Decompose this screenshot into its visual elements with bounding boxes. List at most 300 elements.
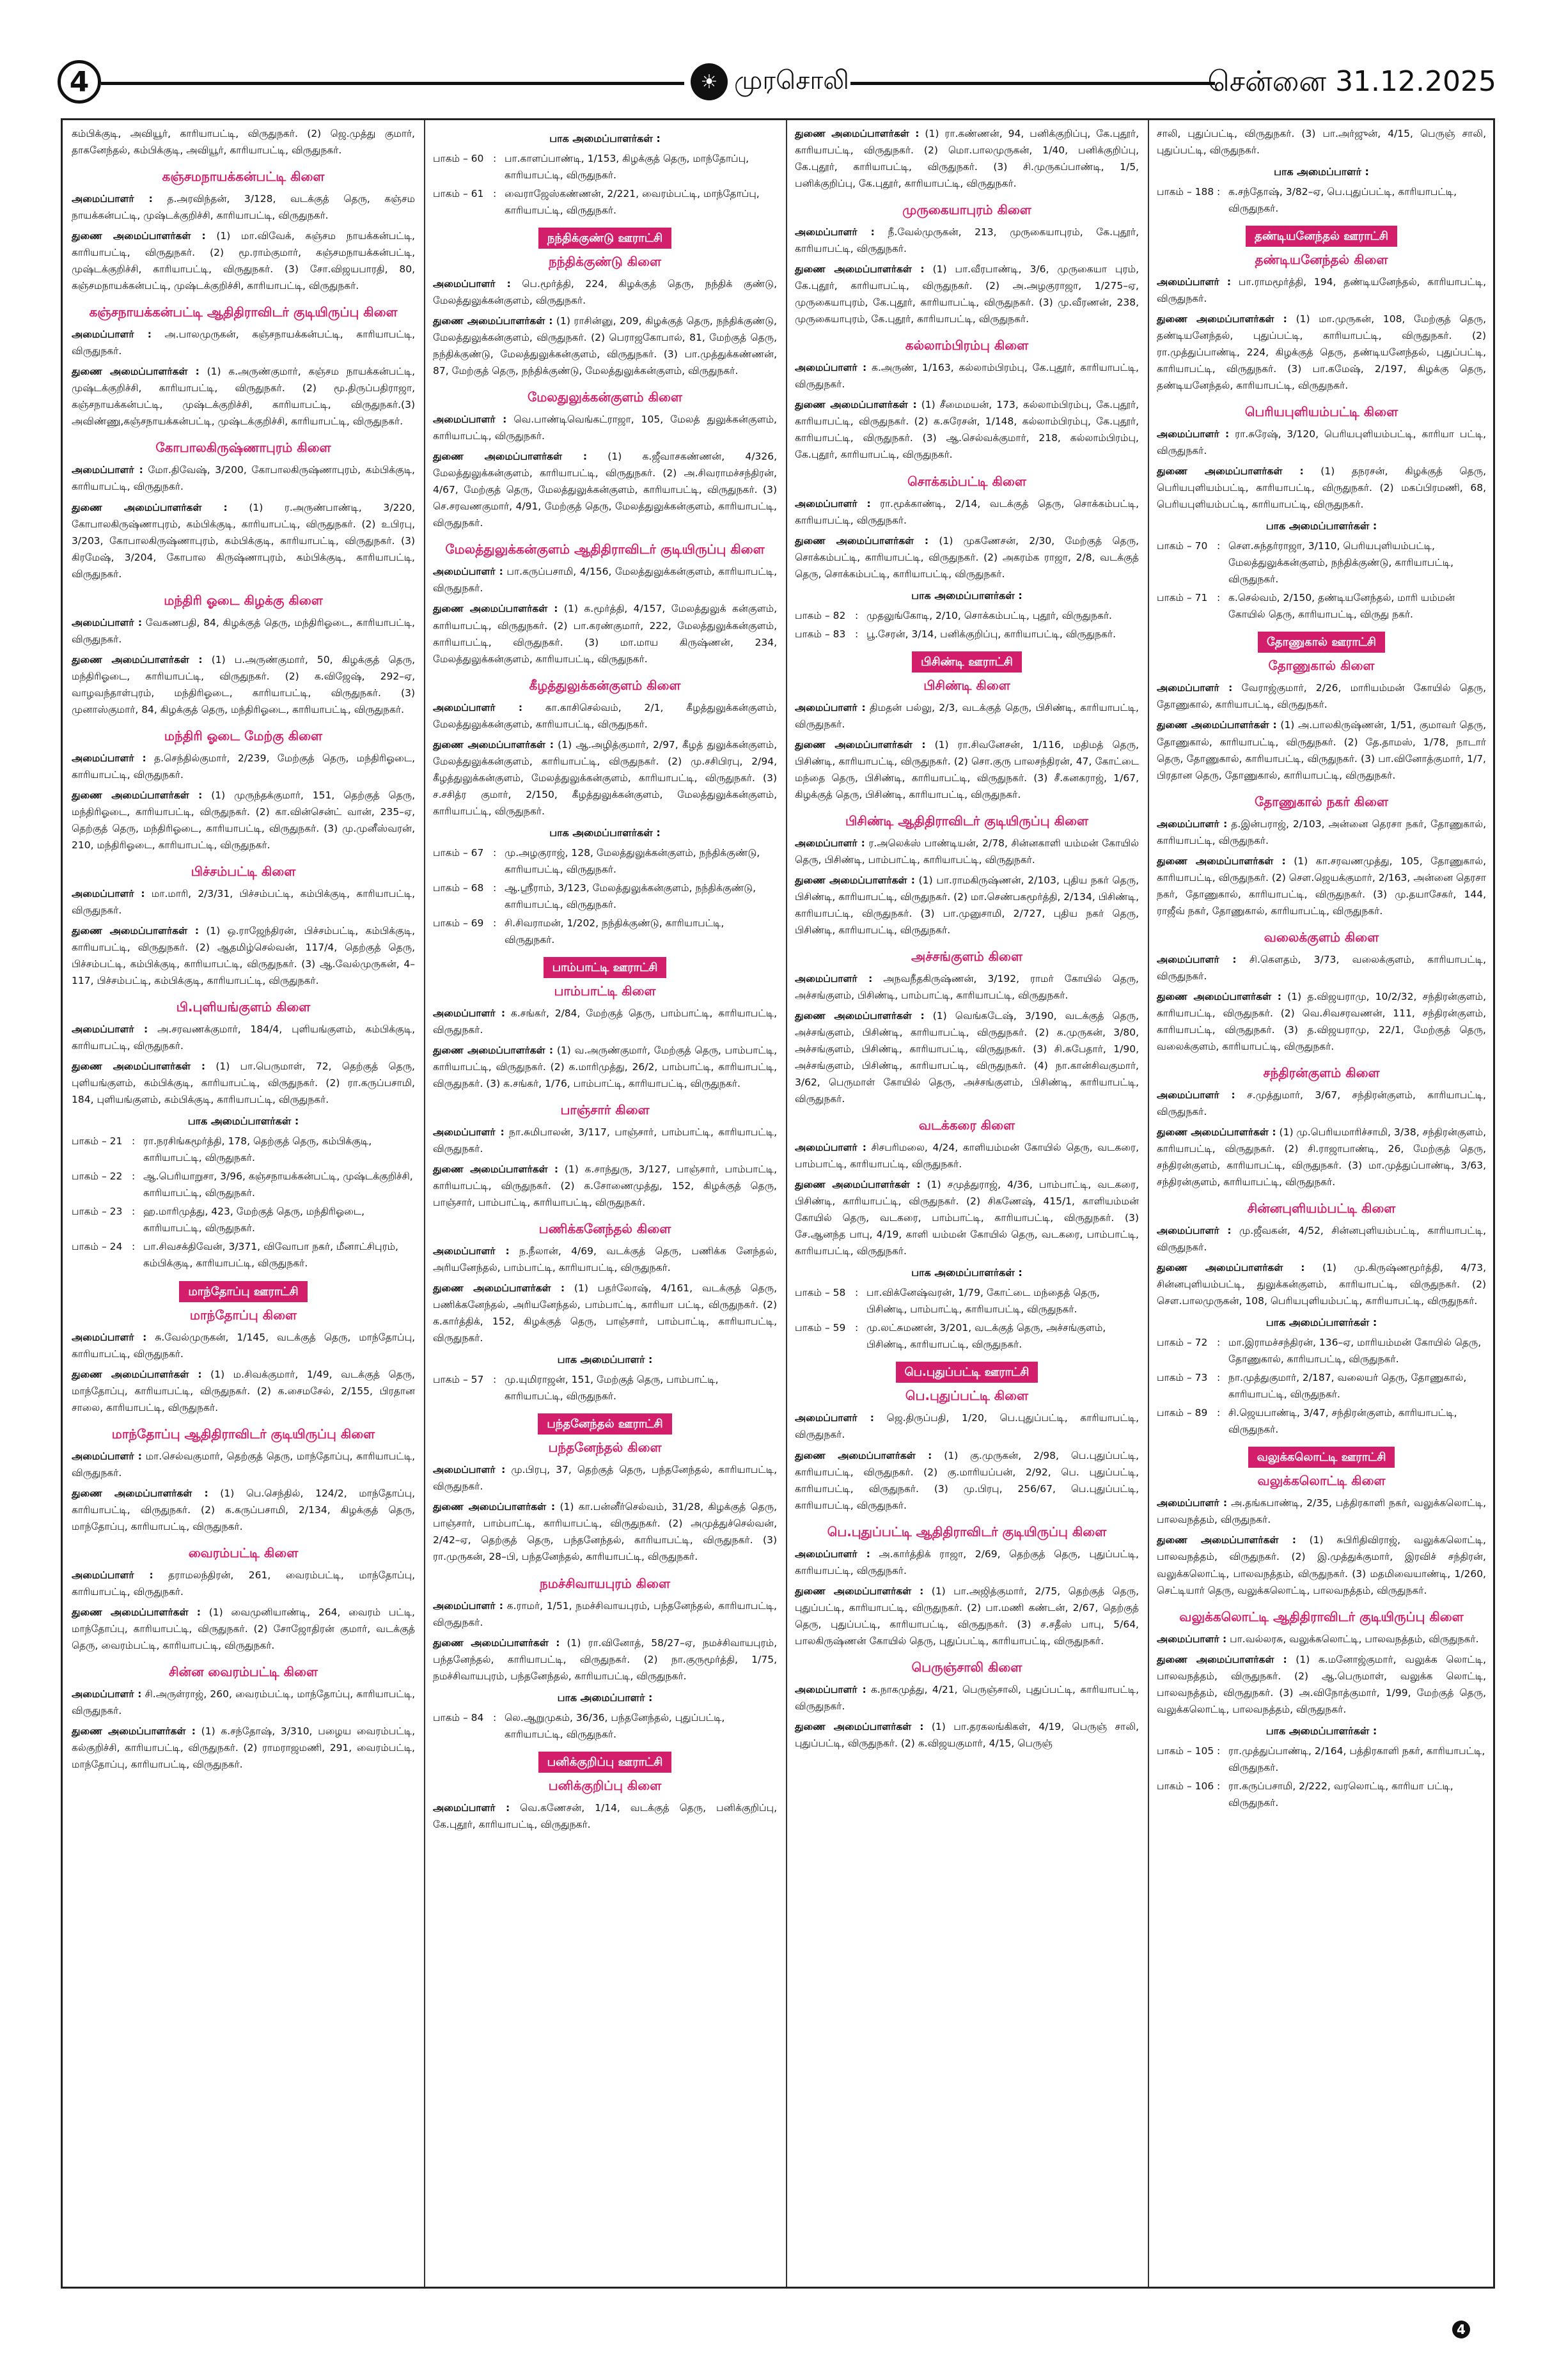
booth-row: [433, 844, 777, 878]
branch-heading: பிச்சம்பட்டி கிளை: [191, 864, 296, 880]
booth-holder: க.செல்வம், 2/150, தண்டியனேந்தல், மாரி யம்மன் கோயில் தெரு, காரியாபட்டி, விருது நகர்.: [1228, 592, 1455, 621]
entry-paragraph: [433, 1800, 777, 1833]
entry-paragraph: [795, 736, 1139, 803]
branch-heading: பெருஞ்சாலி கிளை: [911, 1659, 1022, 1675]
booth-row: [72, 1133, 415, 1166]
booth-row: [1157, 538, 1486, 587]
role-label: அமைப்பாளர் :: [72, 752, 146, 764]
entry-text: ரா.மூக்காண்டி, 2/14, வடக்குத் தெரு, சொக்கம்பட்டி, காரியாபட்டி, விருதுநகர்.: [795, 497, 1139, 526]
entry-text: அ.சரவணக்குமார், 184/4, புளியங்குளம், கம்பிக்குடி, காரியாபட்டி, விருதுநகர்.: [72, 1023, 415, 1052]
branch-heading: பாம்பாட்டி கிளை: [554, 983, 656, 999]
separator: :: [855, 1322, 859, 1334]
entry-paragraph: [433, 1635, 777, 1684]
entry-paragraph: [795, 1718, 1139, 1752]
booth-number: பாகம் – 23: [72, 1206, 123, 1218]
role-label: துணை அமைப்பாளர்கள் :: [433, 451, 588, 463]
entry-text: (1) மு.கிருஷ்ணமூர்த்தி, 4/73, சின்னபுளியம்பட்டி, துலுக்கன்குளம், காரியாபட்டி, விருதுநகர். (2) சௌ.பாலமுருகன், 108, பெரியபுளியம்பட்டி, காரியாபட்டி, விருதுநகர்.: [1157, 1262, 1486, 1307]
booth-row: [795, 607, 1139, 624]
entry-text: (1) பதர்லோஷ், 4/161, வடக்குத் தெரு, பணிக்கனேந்தல், அரியனேந்தல், பாம்பாட்டி, காரியா பட்டி, விருதுநகர். (2) க.கார்த்திக், 152, கிழக்குத் தெரு, பாஞ்சார், பாம்பாட்டி, காரியாபட்டி, விருதுநகர்.: [433, 1282, 777, 1344]
role-label: அமைப்பாளர் :: [433, 414, 507, 426]
entry-text: மா.மாரி, 2/3/31, பிச்சம்பட்டி, கம்பிக்குடி, காரியாபட்டி, விருதுநகர்.: [72, 888, 415, 917]
separator: :: [132, 1171, 136, 1183]
entry-text: (1) க.சாந்துரு, 3/127, பாஞ்சார், பாம்பாட்டி, காரியாபட்டி, விருதுநகர். (2) க.சோணைமுத்து, 152, கிழக்குத் தெரு, பாஞ்சார், பாம்பாட்டி, காரியாபட்டி, விருதுநகர்.: [433, 1163, 778, 1209]
role-label: துணை அமைப்பாளர்கள் :: [795, 1010, 925, 1022]
role-label: அமைப்பாளர் :: [72, 888, 145, 900]
entry-text: சி.அருள்ராஜ், 260, வைரம்பட்டி, மாந்தோப்பு, காரியாபட்டி, விருதுநகர்.: [72, 1688, 415, 1716]
entry-paragraph: [72, 651, 415, 718]
role-label: அமைப்பாளர் :: [795, 1548, 870, 1560]
role-label: அமைப்பாளர் :: [1157, 1497, 1228, 1509]
role-label: அமைப்பாளர் :: [795, 497, 871, 509]
entry-paragraph: [72, 1021, 415, 1054]
booth-number: பாகம் – 69: [433, 917, 484, 929]
role-label: அமைப்பாளர் :: [433, 1464, 506, 1476]
entry-text: (1) மா.விவேக், கஞ்சம நாயக்கன்பட்டி, காரியாபட்டி, விருதுநகர். (2) மூ.ராம்குமார், கஞ்சமநாயக்கன்பட்டி, முஷ்டக்குறிச்சி, காரியாபட்டி, விருதுநகர். (3) சோ.விஜயபாரதி, 80, கஞ்சமநாயக்கன்பட்டி, முஷ்டக்குறிச்சி, காரியாபட்டி, விருதுநகர்.: [72, 230, 415, 292]
role-label: துணை அமைப்பாளர்கள் :: [433, 1282, 565, 1295]
entry-paragraph: [72, 1485, 415, 1535]
entry-text: (1) தநரசன், கிழக்குத் தெரு, பெரியபுளியம்பட்டி, காரியாபட்டி, விருதுநகர். (2) மகப்பிரமணி, 68, பெரியபுளியம்பட்டி, காரியாபட்டி, விருதுநகர்.: [1157, 465, 1486, 511]
role-label: துணை அமைப்பாளர்கள் :: [1157, 465, 1304, 478]
role-label: அமைப்பாளர் :: [1157, 953, 1237, 965]
dateline: சென்னை 31.12.2025: [1207, 65, 1496, 98]
entry-paragraph: [433, 1280, 777, 1346]
role-label: துணை அமைப்பாளர்கள் :: [433, 738, 554, 751]
entry-paragraph: [433, 600, 777, 667]
entry-text: (1) ரா.சிவனேசன், 1/116, மதிமத் தெரு, பிசிண்டி, காரியாபட்டி, விருதுநகர். (2) சொ.குரு பாலசந்திரன், 47, கோட்டை மந்தை தெரு, பிசிண்டி, காரியாபட்டி, விருதுநகர். (3) சீ.கனகராஜ், 1/67, கிழக்குத் தெரு, பிசிண்டி, காரியாபட்டி, விருதுநகர்.: [795, 738, 1139, 800]
booth-row: [433, 1709, 777, 1743]
branch-heading: பெரியபுளியம்பட்டி கிளை: [1244, 404, 1398, 420]
article-body: [61, 118, 1495, 2289]
entry-text: மா.செல்வகுமார், தெற்குத் தெரு, மாந்தோப்பு, காரியாபட்டி, விருதுநகர்.: [72, 1450, 415, 1479]
entry-paragraph: [1157, 426, 1486, 459]
booth-holder: பா.காளப்பாண்டி, 1/153, கிழக்குத் தெரு, மாந்தோப்பு, காரியாபட்டி, விருதுநகர்.: [505, 152, 749, 181]
entry-paragraph: [795, 1176, 1139, 1259]
booth-holder: ரா.நரசிங்கமூர்த்தி, 178, தெற்குத் தெரு, கம்பிக்குடி, காரியாபட்டி, விருதுநகர்.: [143, 1135, 372, 1164]
role-label: துணை அமைப்பாளர்கள் :: [1157, 1262, 1305, 1274]
role-label: அமைப்பாளர் :: [795, 972, 873, 984]
entry-paragraph: [795, 495, 1139, 529]
role-label: துணை அமைப்பாளர்கள் :: [795, 399, 917, 411]
role-label: துணை அமைப்பாளர்கள் :: [1157, 1534, 1296, 1546]
branch-heading: பெ.புதுப்பட்டி கிளை: [905, 1388, 1029, 1404]
booth-number: பாகம் – 71: [1157, 592, 1208, 604]
entry-text: அ.பாலமுருகன், கஞ்சநாயக்கன்பட்டி, காரியாபட்டி, விருதுநகர்.: [72, 329, 416, 357]
role-label: துணை அமைப்பாளர்கள் :: [795, 534, 929, 547]
role-label: அமைப்பாளர் :: [795, 701, 866, 713]
entry-text: மோ.திவேஷ், 3/200, கோபாலகிருஷ்ணாபுரம், கம்பிக்குடி, காரியாபட்டி, விருதுநகர்.: [72, 464, 415, 493]
branch-heading: மேலதுலுக்கன்குளம் கிளை: [528, 389, 682, 405]
entry-text: நா.சுமிபாலன், 3/117, பாஞ்சார், பாம்பாட்டி, காரியாபட்டி, விருதுநகர்.: [433, 1126, 777, 1155]
booth-holder: வைராஜேஸ்கண்ணன், 2/221, வைரம்பட்டி, மாந்தோப்பு, காரியாபட்டி, விருதுநகர்.: [505, 187, 760, 216]
entry-paragraph: [1157, 311, 1486, 394]
entry-text: (1) பா.தரகலங்கிகள், 4/19, பெருஞ் சாலி, புதுப்பட்டி, விருதுநகர். (2) க.விஜயகுமார், 4/15, பெருஞ்: [795, 1720, 1139, 1749]
entry-paragraph: [795, 1447, 1139, 1514]
entry-paragraph: [795, 699, 1139, 733]
entry-text: கம்பிக்குடி, அவியூர், காரியாபட்டி, விருதுநகர். (2) ஜெ.முத்து குமார், தாகனேந்தல், கம்பிக்குடி, அவியூர், காரியாபட்டி, விருதுநகர்.: [72, 128, 415, 157]
booth-holder: ஆ.ஸ்ரீராம், 3/123, மேலத்துலுக்கன்குளம், நந்திக்குண்டு, காரியாபட்டி, விருதுநகர்.: [505, 882, 756, 910]
branch-heading: பிசிண்டி ஆதிதிராவிடர் குடியிருப்பு கிளை: [845, 813, 1088, 828]
role-label: துணை அமைப்பாளர்கள் :: [72, 1487, 208, 1499]
entry-text: (1) ர.அருண்பாண்டி, 3/220, கோபாலகிருஷ்ணாபுரம், கம்பிக்குடி, காரியாபட்டி, விருதுநகர். (2) உபிரபு, 3/203, கோபாலகிருஷ்ணாபுரம், கம்பிக்குடி, காரியாபட்டி, விருதுநகர். (3) கிரமேஷ், 3/204, கோபால கிருஷ்ணாபுரம், கம்பிக்குடி, காரியாபட்டி, விருதுநகர்.: [72, 501, 416, 580]
entry-text: வெ.பாண்டிவெங்கட்ராஜா, 105, மேலத் துலுக்கன்குளம், காரியாபட்டி, விருதுநகர்.: [433, 414, 777, 442]
entry-paragraph: [433, 1042, 777, 1092]
branch-heading: கல்லாம்பிரம்பு கிளை: [905, 338, 1029, 354]
role-label: துணை அமைப்பாளர்கள் :: [72, 366, 200, 378]
entry-text: மு.பிரபு, 37, தெற்குத் தெரு, பந்தனேந்தல், காரியாபட்டி, விருதுநகர்.: [433, 1464, 777, 1493]
entry-text: அ.கார்த்திக் ராஜா, 2/69, தெற்குத் தெரு, புதுப்பட்டி, காரியாபட்டி, விருதுநகர்.: [795, 1548, 1139, 1576]
entry-paragraph: [1157, 1631, 1486, 1647]
entry-paragraph: [795, 125, 1139, 192]
role-label: அமைப்பாளர் :: [433, 1126, 505, 1139]
entry-text: பா.ராமமூர்த்தி, 194, தண்டியனேந்தல், காரியாபட்டி, விருதுநகர்.: [1157, 276, 1486, 305]
booth-number: பாகம் – 70: [1157, 540, 1208, 552]
booth-holder: மு.அழகுராஜ், 128, மேலத்துலுக்கன்குளம், நந்திக்குண்டு, காரியாபட்டி, விருதுநகர்.: [505, 846, 760, 875]
panchayat-label: பாம்பாட்டி ஊராட்சி: [544, 957, 667, 978]
entry-paragraph: [433, 313, 777, 379]
branch-heading: கீழத்துலுக்கன்குளம் கிளை: [529, 677, 681, 693]
entry-text: க.அருண், 1/163, கல்லாம்பிரம்பு, கே.புதூர், காரியாபட்டி, விருதுநகர்.: [795, 362, 1139, 391]
entry-paragraph: [1157, 717, 1486, 783]
separator: :: [493, 1374, 497, 1386]
role-label: அமைப்பாளர் :: [1157, 1633, 1227, 1645]
role-label: துணை அமைப்பாளர்கள் :: [1157, 855, 1286, 867]
booth-number: பாகம் – 22: [72, 1171, 123, 1183]
booth-holder: பூ.சேரன், 3/14, பனிக்குறிப்பு, காரியாபட்டி, விருதுநகர்.: [866, 628, 1116, 640]
entry-paragraph: [1157, 951, 1486, 984]
entry-paragraph: [1157, 1124, 1486, 1190]
panchayat-label: பிசிண்டி ஊராட்சி: [912, 651, 1022, 673]
entry-text: தராமலந்திரன், 261, வைரம்பட்டி, மாந்தோப்பு, காரியாபட்டி, விருதுநகர்.: [72, 1569, 415, 1598]
entry-paragraph: [795, 359, 1139, 393]
panchayat-label: வலுக்கலொட்டி ஊராட்சி: [1248, 1447, 1395, 1468]
entry-text: (1) பா.வீரபாண்டி, 3/6, முருகையா புரம், கே.புதூர், காரியாபட்டி, விருதுநகர். (2) அ.அழகுராஜா, 1/275–ஏ, முருகையாபுரம், கே.புதூர், காரியாபட்டி, விருதுநகர். (3) மு.வீரணன், 238, முருகையாபுரம், கே.புதூர், காரியாபட்டி, விருதுநகர்.: [795, 263, 1139, 325]
entry-text: சி.கௌதம், 3/73, வலைக்குளம், காரியாபட்டி, விருதுநகர்.: [1157, 953, 1487, 982]
booth-row: [1157, 1334, 1486, 1367]
subheading: பாக அமைப்பாளர்கள் :: [1265, 1316, 1377, 1329]
role-label: அமைப்பாளர் :: [72, 1450, 142, 1462]
booth-number: பாகம் – 105: [1157, 1745, 1214, 1757]
entry-paragraph: [795, 872, 1139, 938]
entry-text: பெ.மூர்த்தி, 224, கிழக்குத் தெரு, நந்திக் குண்டு, மேலத்துலுக்கன்குளம், விருதுநகர்.: [433, 278, 777, 307]
branch-heading: சின்னபுளியம்பட்டி கிளை: [1247, 1201, 1396, 1217]
separator: :: [855, 609, 859, 621]
branch-heading: அச்சங்குளம் கிளை: [911, 948, 1022, 964]
branch-heading: மந்திரி ஓடை மேற்கு கிளை: [164, 727, 323, 743]
booth-holder: பா.விக்னேஷ்வரன், 1/79, கோட்டை மந்தைத் தெரு, பிசிண்டி, பாம்பாட்டி, காரியாபட்டி, விருதுநகர்.: [866, 1287, 1100, 1316]
role-label: அமைப்பாளர் :: [1157, 818, 1228, 830]
role-label: துணை அமைப்பாளர்கள் :: [72, 1606, 201, 1618]
role-label: துணை அமைப்பாளர்கள் :: [795, 738, 926, 751]
column-4: [1148, 120, 1495, 2287]
entry-paragraph: [72, 125, 415, 159]
entry-paragraph: [795, 970, 1139, 1004]
separator: :: [493, 1711, 497, 1723]
branch-heading: கோபாலகிருஷ்ணாபுரம் கிளை: [155, 440, 331, 456]
role-label: துணை அமைப்பாளர்கள் :: [72, 230, 206, 242]
subheading: பாக அமைப்பாளர்கள் :: [1265, 520, 1377, 533]
entry-text: (1) மா.முருகன், 108, மேற்குத் தெரு, தண்டியனேந்தல், புதுப்பட்டி, காரியாபட்டி, விருதுநகர். (2) ரா.முத்துப்பாண்டி, 224, கிழக்குத் தெரு, தண்டியனேந்தல், புதுப்பட்டி, காரியாபட்டி, விருதுநகர். (3) பா.கமேஷ், 2/197, கிழக்கு தெரு, தண்டியனேந்தல், காரியாபட்டி, விருதுநகர்.: [1157, 313, 1486, 392]
separator: :: [493, 882, 497, 894]
role-label: அமைப்பாளர் :: [1157, 276, 1232, 288]
role-label: துணை அமைப்பாளர்கள் :: [795, 874, 915, 886]
booth-holder: ஆ.பெரியாறுசா, 3/96, கஞ்சநாயக்கன்பட்டி, முஷ்டக்குறிச்சி, காரியாபட்டி, விருதுநகர்.: [143, 1171, 413, 1199]
booth-row: [433, 1371, 777, 1404]
booth-row: [72, 1203, 415, 1236]
booth-row: [1157, 1743, 1486, 1776]
entry-paragraph: [1157, 1495, 1486, 1528]
role-label: துணை அமைப்பாளர்கள் :: [72, 925, 200, 937]
branch-heading: தண்டியனேந்தல் கிளை: [1255, 252, 1388, 267]
column-2: [424, 120, 786, 2287]
header-rule-left: [101, 82, 684, 85]
branch-heading: பெ.புதுப்பட்டி ஆதிதிராவிடர் குடியிருப்பு கிளை: [827, 1523, 1107, 1539]
entry-paragraph: [433, 448, 777, 531]
branch-heading: மாந்தோப்பு கிளை: [189, 1307, 297, 1323]
subheading: பாக அமைப்பாளர் :: [557, 1691, 653, 1704]
branch-heading: பணிக்கனேந்தல் கிளை: [538, 1221, 671, 1237]
role-label: அமைப்பாளர் :: [1157, 428, 1230, 440]
entry-paragraph: [795, 396, 1139, 463]
role-label: அமைப்பாளர் :: [433, 1007, 506, 1019]
entry-paragraph: [1157, 1259, 1486, 1309]
subheading: பாக அமைப்பாளர்கள் :: [549, 826, 661, 839]
entry-text: த.இன்பராஜ், 2/103, அன்னை தெரசா நகர், தோணுகால், காரியாபட்டி, விருதுநகர்.: [1157, 818, 1486, 846]
role-label: துணை அமைப்பாளர்கள் :: [1157, 1126, 1276, 1139]
role-label: துணை அமைப்பாளர்கள் :: [795, 263, 925, 276]
entry-paragraph: [1157, 988, 1486, 1055]
booth-number: பாகம் – 106: [1157, 1780, 1214, 1792]
entry-paragraph: [72, 1686, 415, 1719]
booth-number: பாகம் – 21: [72, 1135, 123, 1147]
header-rule-right: [850, 82, 1215, 85]
role-label: துணை அமைப்பாளர்கள் :: [795, 1720, 924, 1732]
role-label: துணை அமைப்பாளர்கள் :: [72, 1368, 202, 1380]
entry-paragraph: [795, 1139, 1139, 1172]
booth-row: [1157, 1404, 1486, 1438]
role-label: துணை அமைப்பாளர்கள் :: [795, 1449, 932, 1461]
role-label: துணை அமைப்பாளர்கள் :: [1157, 990, 1281, 1002]
separator: :: [132, 1135, 136, 1147]
entry-text: (1) மு.பெரியமாரிச்சாமி, 3/38, சந்திரன்குளம், காரியாபட்டி, விருதுநகர். (2) சி.ராஜாபாண்டி, 26, மேற்குத் தெரு, சந்திரன்குளம், காரியாபட்டி, விருதுநகர். (3) மா.முத்துப்பாண்டி, 3/63, சந்திரன்குளம், காரியாபட்டி, விருதுநகர்.: [1157, 1126, 1486, 1188]
entry-text: க.சங்கர், 2/84, மேற்குத் தெரு, பாம்பாட்டி, காரியாபட்டி, விருதுநகர்.: [433, 1007, 777, 1036]
booth-number: பாகம் – 83: [795, 628, 846, 640]
role-label: துணை அமைப்பாளர்கள் :: [72, 1725, 196, 1738]
booth-holder: லெ.ஆறுமுகம், 36/36, பந்தனேந்தல், புதுப்பட்டி, காரியாபட்டி, விருதுநகர்.: [505, 1711, 725, 1740]
booth-row: [795, 1284, 1139, 1318]
booth-number: பாகம் – 60: [433, 152, 484, 164]
booth-number: பாகம் – 72: [1157, 1337, 1208, 1349]
entry-text: (1) சுபிரிதிவிராஜ், வலுக்கலொட்டி, பாலவநத்தம், விருதுநகர். (2) இ.முத்துக்குமார், இரவிச் சந்திரன், வலுக்கலொட்டி, பாலவநத்தம், விருதுநகர். (3) மதமிவையாண்டி, 1/260, செட்டியார் தெரு, வலுக்கலொட்டி, பாலவநத்தம், விருதுநகர்.: [1157, 1534, 1486, 1596]
panchayat-label: நந்திக்குண்டு ஊராட்சி: [538, 228, 671, 249]
entry-paragraph: [433, 1124, 777, 1157]
entry-text: (1) அ.பாலகிருஷ்ணன், 1/51, குமாவர் தெரு, தோணுகால், காரியாபட்டி, விருதுநகர். (2) தே.தாமஸ், 1/78, நாடார் தெரு, தோணுகால், காரியாபட்டி, விருதுநகர். (3) பா.வினோத்குமார், 1/7, பிரதான தெரு, தோணுகால், காரியாபட்டி, விருதுநகர்.: [1157, 719, 1486, 781]
branch-heading: நமச்சிவாயபுரம் கிளை: [539, 1575, 671, 1591]
entry-text: த.செந்தில்குமார், 2/239, மேற்குத் தெரு, மந்திரிஓடை, காரியாபட்டி, விருதுநகர்.: [72, 752, 415, 781]
entry-paragraph: [1157, 1222, 1486, 1256]
entry-paragraph: [795, 1546, 1139, 1579]
entry-paragraph: [433, 1005, 777, 1038]
separator: :: [855, 1287, 859, 1299]
entry-paragraph: [72, 1366, 415, 1416]
booth-number: பாகம் – 57: [433, 1374, 484, 1386]
entry-text: த.அரவிந்தன், 3/128, வடக்குத் தெரு, கஞ்சம நாயக்கன்பட்டி, முஷ்டக்குறிச்சி, காரியாபட்டி, விருதுநகர்.: [72, 193, 415, 222]
separator: :: [132, 1206, 136, 1218]
separator: :: [1217, 1407, 1221, 1419]
entry-paragraph: [72, 191, 415, 224]
branch-heading: வலைக்குளம் கிளை: [1264, 929, 1379, 945]
role-label: துணை அமைப்பாளர்கள் :: [433, 1637, 560, 1649]
separator: :: [493, 152, 497, 164]
branch-heading: மாந்தோப்பு ஆதிதிராவிடர் குடியிருப்பு கிளை: [111, 1426, 375, 1442]
separator: :: [493, 846, 497, 859]
role-label: அமைப்பாளர் :: [795, 1683, 866, 1695]
branch-heading: வைரம்பட்டி கிளை: [188, 1544, 299, 1560]
role-label: துணை அமைப்பாளர்கள் :: [72, 501, 228, 513]
page-header: [58, 59, 1496, 110]
entry-text: (1) கா.சரவணமுத்து, 105, தோணுகால், காரியாபட்டி, விருதுநகர். (2) சௌ.ஜெயக்குமார், 2/163, அன்னை தெரசா நகர், தோணுகால், காரியாபட்டி, விருதுநகர். (3) மு.தயாசேகர், 144, ராஜீவ் நகர், தோணுகால், காரியாபட்டி, விருதுநகர்.: [1157, 855, 1487, 917]
booth-row: [433, 185, 777, 219]
separator: :: [132, 1241, 136, 1253]
separator: :: [493, 917, 497, 929]
booth-row: [433, 880, 777, 913]
entry-text: சிசபரிமலை, 4/24, காளியம்மன் கோயில் தெரு, வடகரை, பாம்பாட்டி, காரியாபட்டி, விருதுநகர்.: [795, 1142, 1139, 1171]
entry-text: (1) முகணேசன், 2/30, மேற்குத் தெரு, சொக்கம்பட்டி, காரியாபட்டி, விருதுநகர். (2) அகரம்க ராஜா, 2/8, வடக்குத் தெரு, சொக்கம்பட்டி, காரியாபட்டி, விருதுநகர்.: [795, 534, 1139, 580]
role-label: துணை அமைப்பாளர்கள் :: [433, 1501, 556, 1513]
entry-text: க.ராமர், 1/51, நமச்சிவாயபுரம், பந்தனேந்தல், காரியாபட்டி, விருதுநகர்.: [433, 1599, 777, 1628]
role-label: அமைப்பாளர் :: [72, 616, 143, 628]
entry-text: (1) கா.பன்னீர்செல்வம், 31/28, கிழக்குத் தெரு, பாஞ்சார், பாம்பாட்டி, காரியாபட்டி, விருதுநகர். (2) அமுத்துச்செல்வன், 2/42–ஏ, தெற்குத் தெரு, பந்தனேந்தல், காரியாபட்டி, விருதுநகர். (3) ரா.முருகன், 28–பி, பந்தனேந்தல், காரியாபட்டி, விருதுநகர்.: [433, 1501, 778, 1563]
entry-text: (1) முருந்தக்குமார், 151, தெற்குத் தெரு, மந்திரிஓடை, காரியாபட்டி, விருதுநகர். (2) கா.வின்சென்ட் வான், 235–ஏ, தெற்குத் தெரு, மந்திரிஓடை, காரியாபட்டி, விருதுநகர். (3) மு.முனீஸ்வரன், 210, மந்திரிஓடை, காரியாபட்டி, விருதுநகர்.: [72, 789, 416, 851]
role-label: அமைப்பாளர் :: [72, 1023, 148, 1036]
entry-paragraph: [433, 563, 777, 596]
role-label: அமைப்பாளர் :: [72, 329, 152, 341]
entry-paragraph: [72, 614, 415, 648]
entry-paragraph: [795, 224, 1139, 257]
role-label: அமைப்பாளர் :: [1157, 1089, 1235, 1101]
entry-text: (1) சீமைமயன், 173, கல்லாம்பிரம்பு, கே.புதூர், காரியாபட்டி, விருதுநகர். (2) க.சுரேசன், 1/148, கல்லாம்பிரம்பு, கே.புதூர், காரியாபட்டி, விருதுநகர். (3) ஆ.செல்வக்குமார், 218, கல்லாம்பிரம்பு, கே.புதூர், காரியாபட்டி, விருதுநகர்.: [795, 399, 1139, 461]
separator: :: [1217, 1780, 1221, 1792]
entry-paragraph: [433, 1161, 777, 1211]
role-label: அமைப்பாளர் :: [795, 837, 865, 849]
role-label: அமைப்பாளர் :: [433, 1599, 503, 1612]
entry-paragraph: [1157, 125, 1486, 159]
entry-text: (1) பா.பெருமாள், 72, தெற்குத் தெரு, புளியங்குளம், கம்பிக்குடி, காரியாபட்டி, விருதுநகர். (2) ரா.கருப்பசாமி, 184, புளியங்குளம், கம்பிக்குடி, காரியாபட்டி, விருதுநகர்.: [72, 1061, 415, 1106]
entry-paragraph: [1157, 1087, 1486, 1120]
entry-text: (1) சமுத்துராஜ், 4/36, பாம்பாட்டி, வடகரை, பிசிண்டி, காரியாபட்டி, விருதுநகர். (2) சிகணேஷ், 415/1, காளியம்மன் கோயில் தெரு, வடகரை, பாம்பாட்டி, காரியாபட்டி, விருதுநகர். (3) சே.ஆனந்த பாபு, 4/19, காளி யம்மன் கோயில் தெரு, வடகரை, பாம்பாட்டி, காரியாபட்டி, விருதுநகர்.: [795, 1179, 1140, 1257]
role-label: துணை அமைப்பாளர்கள் :: [1157, 313, 1287, 325]
role-label: துணை அமைப்பாளர்கள் :: [72, 789, 203, 801]
booth-holder: பா.சிவசக்திவேன், 3/371, விவோபா நகர், மீனாட்சிபுரம், கம்பிக்குடி, காரியாபட்டி, விருதுநகர்.: [143, 1241, 398, 1270]
entry-paragraph: [72, 1058, 415, 1108]
booth-number: பாகம் – 188: [1157, 185, 1214, 198]
booth-number: பாகம் – 73: [1157, 1372, 1208, 1384]
branch-heading: கஞ்சநாயக்கன்பட்டி ஆதிதிராவிடர் குடியிருப்பு கிளை: [89, 304, 398, 320]
role-label: அமைப்பாளர் :: [72, 464, 143, 476]
entry-text: மு.ஜீவகன், 4/52, சின்னபுளியம்பட்டி, காரியாபட்டி, விருதுநகர்.: [1157, 1225, 1487, 1254]
booth-number: பாகம் – 89: [1157, 1407, 1208, 1419]
entry-text: க.நாகமுத்து, 4/21, பெருஞ்சாலி, புதுப்பட்டி, காரியாபட்டி, விருதுநகர்.: [795, 1683, 1140, 1712]
entry-text: (1) ரா.கண்ணன், 94, பனிக்குறிப்பு, கே.புதூர், காரியாபட்டி, விருதுநகர். (2) மொ.பாலமுருகன், 1/40, பனிக்குறிப்பு, கே.புதூர், காரியாபட்டி, விருதுநகர். (3) சி.முருகப்பாண்டி, 1/5, பனிக்குறிப்பு, கே.புதூர், காரியாபட்டி, விருதுநகர்.: [795, 128, 1139, 190]
page-number-badge: 4: [58, 60, 101, 104]
entry-text: (1) பா.அஜித்குமார், 2/75, தெற்குத் தெரு, புதுப்பட்டி, காரியாபட்டி, விருதுநகர். (2) பா.மணி கண்டன், 2/67, தெற்குத் தெரு, புதுப்பட்டி, காரியாபட்டி, விருதுநகர். (3) ச.சதீஸ் பாபு, 5/64, பாலகிருஷ்ணன் கோயில் தெரு, புதுப்பட்டி, காரியாபட்டி, விருதுநகர்.: [795, 1585, 1140, 1647]
entry-paragraph: [1157, 680, 1486, 713]
separator: :: [1217, 592, 1221, 604]
role-label: துணை அமைப்பாளர்கள் :: [1157, 719, 1277, 731]
branch-heading: மேலத்துலுக்கன்குளம் ஆதிதிராவிடர் குடியிருப்பு கிளை: [445, 541, 765, 557]
separator: :: [493, 187, 497, 199]
entry-paragraph: [72, 1567, 415, 1600]
subheading: பாக அமைப்பாளர்கள் :: [187, 1115, 299, 1128]
booth-holder: ரா.கருப்பசாமி, 2/222, வரலொட்டி, காரியா பட்டி, விருதுநகர்.: [1228, 1780, 1453, 1808]
column-3: [786, 120, 1148, 2287]
entry-text: கா.காசிசெல்வம், 2/1, கீழத்துலுக்கன்குளம், மேலத்துலுக்கன்குளம், காரியாபட்டி, விருதுநகர்.: [433, 701, 777, 730]
entry-paragraph: [72, 326, 415, 359]
entry-paragraph: [72, 922, 415, 989]
entry-text: (1) ஒ.ராஜேந்திரன், பிச்சம்பட்டி, கம்பிக்குடி, காரியாபட்டி, விருதுநகர். (2) ஆதமிழ்செல்வன், 117/4, தெற்குத் தெரு, பிச்சம்பட்டி, கம்பிக்குடி, காரியாபட்டி, விருதுநகர். (3) ஆ.வேல்முருகன், 4–117, பிச்சம்பட்டி, கம்பிக்குடி, காரியாபட்டி, விருதுநகர்.: [72, 925, 415, 987]
panchayat-label: தண்டியனேந்தல் ஊராட்சி: [1246, 226, 1397, 247]
booth-number: பாகம் – 61: [433, 187, 484, 199]
role-label: அமைப்பாளர் :: [795, 362, 867, 374]
role-label: அமைப்பாளர் :: [1157, 682, 1233, 694]
panchayat-label: பெ.புதுப்பட்டி ஊராட்சி: [896, 1362, 1038, 1383]
entry-paragraph: [72, 462, 415, 495]
role-label: அமைப்பாளர் :: [72, 1331, 147, 1343]
entry-paragraph: [795, 261, 1139, 327]
entry-paragraph: [72, 1723, 415, 1773]
entry-text: ந.நீலான், 4/69, வடக்குத் தெரு, பணிக்க னேந்தல், அரியனேந்தல், பாம்பாட்டி, காரியாபட்டி, விருதுநகர்.: [433, 1245, 777, 1274]
role-label: துணை அமைப்பாளர்கள் :: [433, 1044, 554, 1056]
entry-paragraph: [433, 1243, 777, 1276]
entry-paragraph: [795, 1007, 1139, 1107]
role-label: அமைப்பாளர் :: [433, 278, 511, 290]
entry-text: ஜெ.திருப்பதி, 1/20, பெ.புதுப்பட்டி, காரியாபட்டி, விருதுநகர்.: [795, 1412, 1140, 1441]
booth-holder: சி.ஜெயபாண்டி, 3/47, சந்திரன்குளம், காரியாபட்டி, விருதுநகர்.: [1228, 1407, 1457, 1436]
role-label: அமைப்பாளர் :: [433, 701, 523, 713]
branch-heading: பாஞ்சார் கிளை: [560, 1102, 650, 1118]
entry-text: (1) க.மூர்த்தி, 4/157, மேலத்துலுக் கன்குளம், காரியாபட்டி, விருதுநகர். (2) பா.கரண்குமார், 222, மேலத்துலுக்கன்குளம், காரியாபட்டி, விருதுநகர். (3) மா.மாய கிருஷ்ணன், 234, மேலத்துலுக்கன்குளம், காரியாபட்டி, விருதுநகர்.: [433, 603, 778, 665]
entry-paragraph: [433, 1498, 777, 1565]
entry-paragraph: [433, 276, 777, 309]
booth-number: பாகம் – 24: [72, 1241, 123, 1253]
role-label: துணை அமைப்பாளர்கள் :: [433, 603, 558, 615]
entry-paragraph: [72, 1448, 415, 1481]
entry-text: (1) ஆ.அழித்குமார், 2/97, கீழத் துலுக்கன்குளம், மேலத்துலுக்கன்குளம், காரியாபட்டி, விருதுநகர். (2) மு.சசிபிரபு, 2/94, கீழத்துலுக்கன்குளம், மேலத்துலுக்கன்குளம், காரியாபட்டி, விருதுநகர். (3) ச.சசித்ர குமார், 2/150, கீழத்துலுக்கன்குளம், மேலத்துலுக்கன்குளம், காரியாபட்டி, விருதுநகர்.: [433, 738, 777, 817]
entry-paragraph: [72, 885, 415, 919]
entry-text: பா.வல்லரசு, வலுக்கலொட்டி, பாலவநத்தம், விருதுநகர்.: [1226, 1633, 1479, 1645]
entry-paragraph: [1157, 816, 1486, 849]
booth-number: பாகம் – 67: [433, 846, 484, 859]
subheading: பாக அமைப்பாளர் :: [557, 1353, 653, 1366]
booth-number: பாகம் – 68: [433, 882, 484, 894]
entry-paragraph: [795, 1583, 1139, 1649]
panchayat-label: பனிக்குறிப்பு ஊராட்சி: [538, 1752, 672, 1773]
branch-heading: முருகையாபுரம் கிளை: [902, 202, 1031, 218]
entry-text: வேராஜ்குமார், 2/26, மாரியம்மன் கோயில் தெரு, தோணுகால், காரியாபட்டி, விருதுநகர்.: [1157, 682, 1486, 711]
role-label: அமைப்பாளர் :: [433, 1245, 510, 1257]
booth-number: பாகம் – 59: [795, 1322, 846, 1334]
role-label: துணை அமைப்பாளர்கள் :: [795, 128, 920, 139]
entry-paragraph: [1157, 463, 1486, 513]
branch-heading: சொக்கம்பட்டி கிளை: [907, 473, 1026, 489]
brand: [691, 59, 849, 105]
entry-paragraph: [795, 1681, 1139, 1715]
booth-holder: நா.முத்துகுமார், 2/187, வலையர் தெரு, தோணுகால், காரியாபட்டி, விருதுநகர்.: [1228, 1372, 1467, 1401]
entry-text: அ.தங்கபாண்டி, 2/35, பத்திரகாளி நகர், வலுக்கலொட்டி, பாலவநத்தம், விருதுநகர்.: [1157, 1497, 1487, 1526]
entry-text: சாலி, புதுப்பட்டி, விருதுநகர். (3) பா.அர்ஜுன், 4/15, பெருஞ் சாலி, புதுப்பட்டி, விருதுநகர்.: [1157, 128, 1486, 157]
branch-heading: பிசிண்டி கிளை: [923, 677, 1010, 693]
entry-text: (1) வ.அருண்குமார், மேற்குத் தெரு, பாம்பாட்டி, காரியாபட்டி, விருதுநகர். (2) க.மாரிமுத்து, 26/2, பாம்பாட்டி, காரியாபட்டி, விருதுநகர். (3) க.சங்கர், 1/76, பாம்பாட்டி, காரியாபட்டி, விருதுநகர்.: [433, 1044, 777, 1089]
booth-number: பாகம் – 82: [795, 609, 846, 621]
